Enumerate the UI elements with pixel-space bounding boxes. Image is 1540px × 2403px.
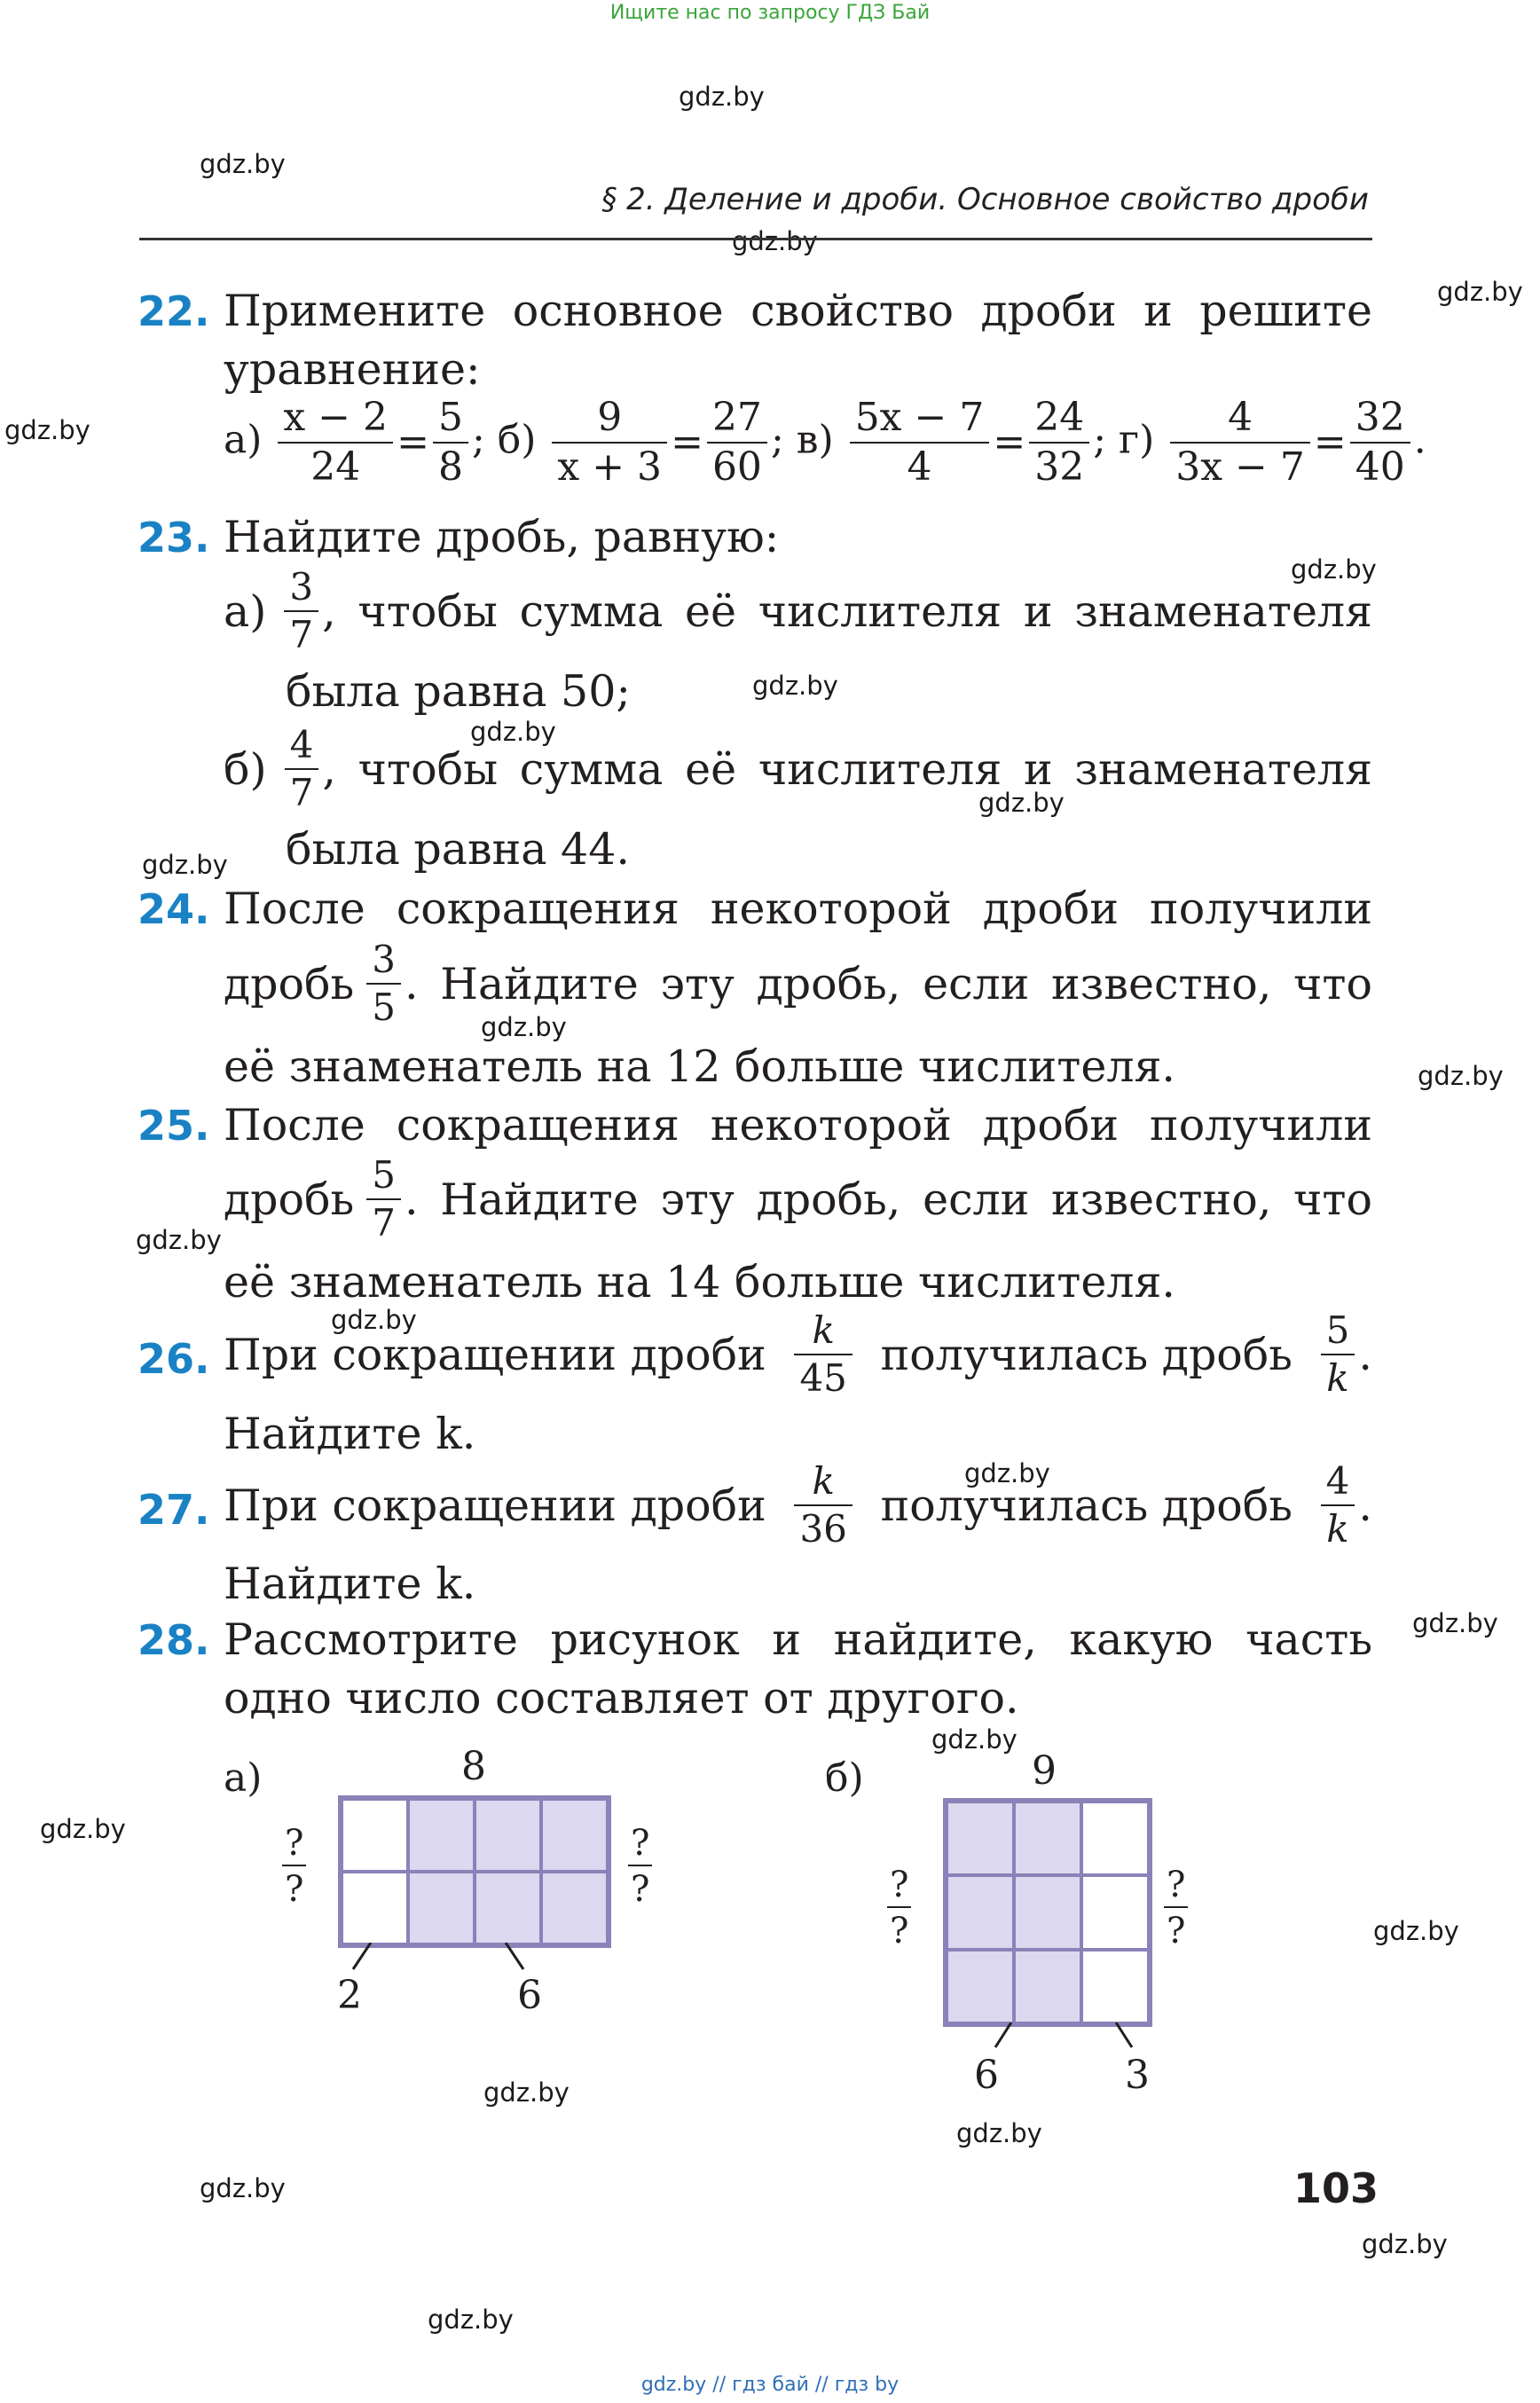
numerator: 24 xyxy=(1029,397,1089,444)
watermark: gdz.by xyxy=(4,415,90,445)
numerator: 3 xyxy=(366,940,401,985)
end-punctuation: . xyxy=(1358,1329,1372,1380)
problem-text: её знаменатель на 12 больше числителя. xyxy=(224,1041,1175,1092)
problem-number: 25. xyxy=(138,1102,210,1150)
option-label: б) xyxy=(224,743,267,795)
watermark: gdz.by xyxy=(136,1225,222,1255)
fraction xyxy=(794,1308,852,1401)
equals-sign: = xyxy=(1313,420,1347,466)
problem-text: дробь xyxy=(224,1174,355,1225)
denominator: 60 xyxy=(711,444,762,491)
watermark: gdz.by xyxy=(200,149,286,179)
fraction xyxy=(850,395,990,491)
grid-cell-shaded xyxy=(541,1872,608,1944)
problem-number: 22. xyxy=(138,287,210,335)
grid-cell-shaded xyxy=(1014,1802,1081,1875)
watermark: gdz.by xyxy=(331,1305,417,1335)
question-fraction: ? ? xyxy=(887,1867,911,1949)
pointer-line xyxy=(1116,2022,1132,2047)
question-fraction: ? ? xyxy=(628,1826,652,1907)
numerator: 32 xyxy=(1350,397,1410,444)
fraction xyxy=(794,1459,852,1551)
figure-label: б) xyxy=(825,1755,864,1801)
watermark: gdz.by xyxy=(481,1012,567,1042)
equals-sign: = xyxy=(671,420,703,466)
problem-text: была равна 44. xyxy=(286,824,630,875)
problem-number: 26. xyxy=(138,1335,210,1383)
equals-sign: = xyxy=(397,420,429,466)
watermark: gdz.by xyxy=(1291,554,1377,585)
problem-text: , чтобы сумма её числителя и знаменателя xyxy=(322,585,1372,637)
pointer-line xyxy=(995,2022,1011,2047)
problem-text xyxy=(224,1459,1372,1551)
problem-text: дробь xyxy=(224,958,355,1009)
option-label: ; в) xyxy=(770,417,834,463)
fraction xyxy=(285,723,319,815)
watermark: gdz.by xyxy=(1362,2229,1448,2259)
watermark: gdz.by xyxy=(931,1724,1018,1755)
numerator: 5 xyxy=(1321,1311,1355,1355)
pointer-line xyxy=(353,1943,371,1969)
problem-text: Примените основное свойство дроби и решите xyxy=(224,286,1372,336)
watermark: gdz.by xyxy=(679,82,765,112)
grid-cell-shaded xyxy=(408,1872,475,1944)
numerator: 5 xyxy=(366,1156,401,1200)
grid-cell-shaded xyxy=(541,1799,608,1872)
problem-text: . Найдите эту дробь, если известно, что xyxy=(404,1174,1372,1225)
problem-text: При сокращении дроби xyxy=(224,1329,766,1380)
problem-text: , чтобы сумма её числителя и знаменателя xyxy=(322,743,1372,795)
grid-cell xyxy=(342,1872,408,1944)
end-punctuation: . xyxy=(1413,417,1426,463)
problem-text xyxy=(224,1308,1372,1401)
section-header: § 2. Деление и дроби. Основное свойство дроби xyxy=(601,182,1369,217)
watermark: gdz.by xyxy=(1437,277,1523,307)
question-fraction: ? ? xyxy=(282,1826,306,1907)
grid-cell xyxy=(1081,1875,1149,1949)
grid-cell-shaded xyxy=(947,1802,1014,1875)
question-fraction: ? ? xyxy=(1164,1867,1188,1949)
page-number: 103 xyxy=(1293,2164,1379,2212)
problem-text: была равна 50; xyxy=(286,666,631,717)
problem-number: 28. xyxy=(138,1616,210,1664)
watermark: gdz.by xyxy=(1418,1061,1504,1091)
problem-text xyxy=(224,723,1372,815)
denominator: 5 xyxy=(372,986,396,1030)
grid-cell-shaded xyxy=(475,1872,541,1944)
fraction xyxy=(1321,1459,1355,1551)
numerator: x − 2 xyxy=(278,397,393,444)
fraction xyxy=(1350,395,1410,491)
denominator: 3x − 7 xyxy=(1175,444,1305,491)
problem-text xyxy=(224,565,1372,657)
denominator: 7 xyxy=(372,1201,396,1245)
problem-text xyxy=(224,938,1372,1030)
grid-cell-shaded xyxy=(1014,1875,1081,1949)
figure-bottom-number: 3 xyxy=(1125,2053,1150,2098)
option-label: а) xyxy=(224,585,267,637)
header-rule xyxy=(139,238,1372,240)
top-banner[interactable]: Ищите нас по запросу ГДЗ Бай xyxy=(609,2,931,24)
denominator: 36 xyxy=(799,1507,847,1551)
problem-text: Найдите k. xyxy=(224,1559,476,1609)
numerator: 9 xyxy=(552,397,667,444)
figure-bottom-number: 6 xyxy=(974,2053,999,2098)
grid-cell-shaded xyxy=(947,1950,1014,2023)
equals-sign: = xyxy=(993,420,1026,466)
numerator: 4 xyxy=(1170,397,1310,444)
denominator: 32 xyxy=(1034,444,1085,491)
figure-top-number: 8 xyxy=(461,1744,486,1789)
figure-b-grid xyxy=(943,1798,1152,2027)
fraction xyxy=(552,395,667,491)
problem-text: . Найдите эту дробь, если известно, что xyxy=(404,958,1372,1009)
grid-cell xyxy=(342,1799,408,1872)
denominator: 45 xyxy=(799,1356,847,1401)
denominator: 4 xyxy=(907,444,932,491)
problem-number: 24. xyxy=(138,885,210,933)
problem-text: После сокращения некоторой дроби получили xyxy=(224,883,1372,934)
problem-text: её знаменатель на 14 больше числителя. xyxy=(224,1257,1175,1308)
numerator: 3 xyxy=(284,568,318,612)
figure-label: а) xyxy=(224,1755,263,1801)
problem-text: одно число составляет от другого. xyxy=(224,1673,1019,1724)
problem-text: При сокращении дроби xyxy=(224,1480,766,1531)
watermark: gdz.by xyxy=(1412,1608,1498,1638)
problem-text: получилась дробь xyxy=(880,1480,1292,1531)
problem-text: Рассмотрите рисунок и найдите, какую часть xyxy=(224,1614,1372,1665)
numerator: k xyxy=(794,1462,852,1506)
problem-text: Найдите дробь, равную: xyxy=(224,512,780,562)
denominator: 40 xyxy=(1355,444,1405,491)
option-label: ; г) xyxy=(1093,417,1155,463)
denominator: k xyxy=(1326,1356,1349,1401)
problem-number: 23. xyxy=(138,514,210,561)
denominator: x + 3 xyxy=(557,444,663,491)
numerator: k xyxy=(794,1311,852,1355)
figure-bottom-number: 6 xyxy=(517,1973,542,2018)
denominator: 7 xyxy=(289,771,314,815)
numerator: 4 xyxy=(285,726,319,770)
grid-cell-shaded xyxy=(475,1799,541,1872)
watermark: gdz.by xyxy=(964,1458,1050,1488)
denominator: 8 xyxy=(437,444,463,491)
watermark: gdz.by xyxy=(956,2118,1042,2148)
numerator: 27 xyxy=(707,397,767,444)
grid-cell-shaded xyxy=(408,1799,475,1872)
fraction xyxy=(278,395,393,491)
problem-text: После сокращения некоторой дроби получили xyxy=(224,1100,1372,1150)
grid-cell-shaded xyxy=(1014,1950,1081,2023)
fraction xyxy=(433,395,468,491)
bottom-banner[interactable]: gdz.by // гдз бай // гдз by xyxy=(640,2374,900,2396)
watermark: gdz.by xyxy=(470,717,556,747)
problem-text xyxy=(224,1153,1372,1245)
pointer-line xyxy=(506,1943,523,1969)
numerator: 4 xyxy=(1321,1462,1355,1506)
fraction xyxy=(366,938,401,1030)
watermark: gdz.by xyxy=(142,850,228,880)
fraction xyxy=(1321,1308,1355,1401)
denominator: 7 xyxy=(289,613,314,657)
watermark: gdz.by xyxy=(752,671,838,701)
fraction xyxy=(284,565,318,657)
fraction xyxy=(707,395,767,491)
watermark: gdz.by xyxy=(483,2077,570,2108)
denominator: k xyxy=(1326,1507,1349,1551)
watermark: gdz.by xyxy=(978,788,1065,818)
figure-bottom-number: 2 xyxy=(337,1973,362,2018)
problem-text: Найдите k. xyxy=(224,1409,476,1459)
watermark: gdz.by xyxy=(200,2173,286,2203)
watermark: gdz.by xyxy=(40,1814,126,1844)
grid-cell xyxy=(1081,1802,1149,1875)
figure-top-number: 9 xyxy=(1032,1748,1057,1794)
figure-a-grid xyxy=(338,1795,611,1948)
problem-number: 27. xyxy=(138,1486,210,1534)
fraction xyxy=(366,1153,401,1245)
grid-cell-shaded xyxy=(947,1875,1014,1949)
problem-text: получилась дробь xyxy=(880,1329,1292,1380)
grid-cell xyxy=(1081,1950,1149,2023)
fraction xyxy=(1170,395,1310,491)
problem-text: уравнение: xyxy=(224,344,481,395)
equation-row xyxy=(224,395,1426,491)
option-label: а) xyxy=(224,417,263,463)
watermark: gdz.by xyxy=(428,2305,514,2335)
numerator: 5x − 7 xyxy=(850,397,990,444)
denominator: 24 xyxy=(310,444,361,491)
watermark: gdz.by xyxy=(732,226,818,256)
end-punctuation: . xyxy=(1358,1480,1372,1531)
numerator: 5 xyxy=(433,397,468,444)
option-label: ; б) xyxy=(471,417,537,463)
fraction xyxy=(1029,395,1089,491)
watermark: gdz.by xyxy=(1373,1916,1459,1946)
